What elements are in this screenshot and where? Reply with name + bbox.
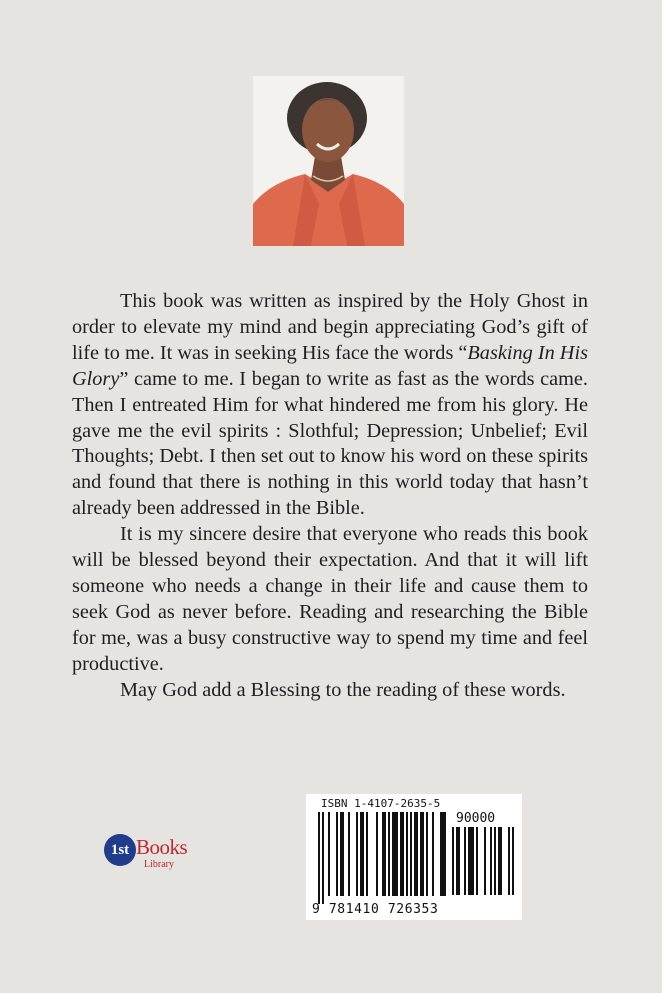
isbn-label: ISBN 1-4107-2635-5: [321, 797, 441, 810]
price-code: 90000: [456, 811, 496, 826]
blurb-paragraph-3: May God add a Blessing to the reading of these words.: [120, 678, 566, 701]
barcode-bars-addon: [452, 827, 514, 903]
publisher-logo-sub: Library: [144, 859, 174, 870]
barcode-bars-main: [318, 812, 448, 908]
ean-number: 9 781410 726353: [312, 902, 439, 917]
publisher-logo-circle: 1st: [104, 834, 136, 866]
blurb-paragraph-1: [72, 289, 588, 522]
book-title-italic: Basking In His Glory: [72, 341, 588, 390]
blurb-text: ” came to me. I began to write as fast as the words came. Then I entreated Him for what hindered me from his glory. He gave me the evil spirits : Slothful; Depression; Unbelief; Evil Thoughts; Debt. I then set out to know his word on these spirits and found that there is nothing in this world today that hasn’t already been addressed in the Bible.: [72, 367, 588, 520]
author-photo: [253, 76, 404, 246]
isbn-barcode: [306, 794, 522, 920]
publisher-logo: [104, 834, 204, 874]
publisher-logo-word: Books: [136, 835, 188, 859]
blurb-paragraph-2: It is my sincere desire that everyone who reads this book will be blessed beyond their expectation. And that it will lift someone who needs a change in their life and cause them to seek God as never before. Reading and researching the Bible for me, was a busy constructive way to spend my time and feel productive.: [72, 523, 588, 675]
back-cover-blurb: [72, 289, 588, 704]
blurb-text: This book was written as inspired by the Holy Ghost in order to elevate my mind and begin appreciating God’s gift of life to me. It was in seeking His face the words “: [72, 290, 588, 364]
author-portrait-image: [253, 76, 404, 246]
